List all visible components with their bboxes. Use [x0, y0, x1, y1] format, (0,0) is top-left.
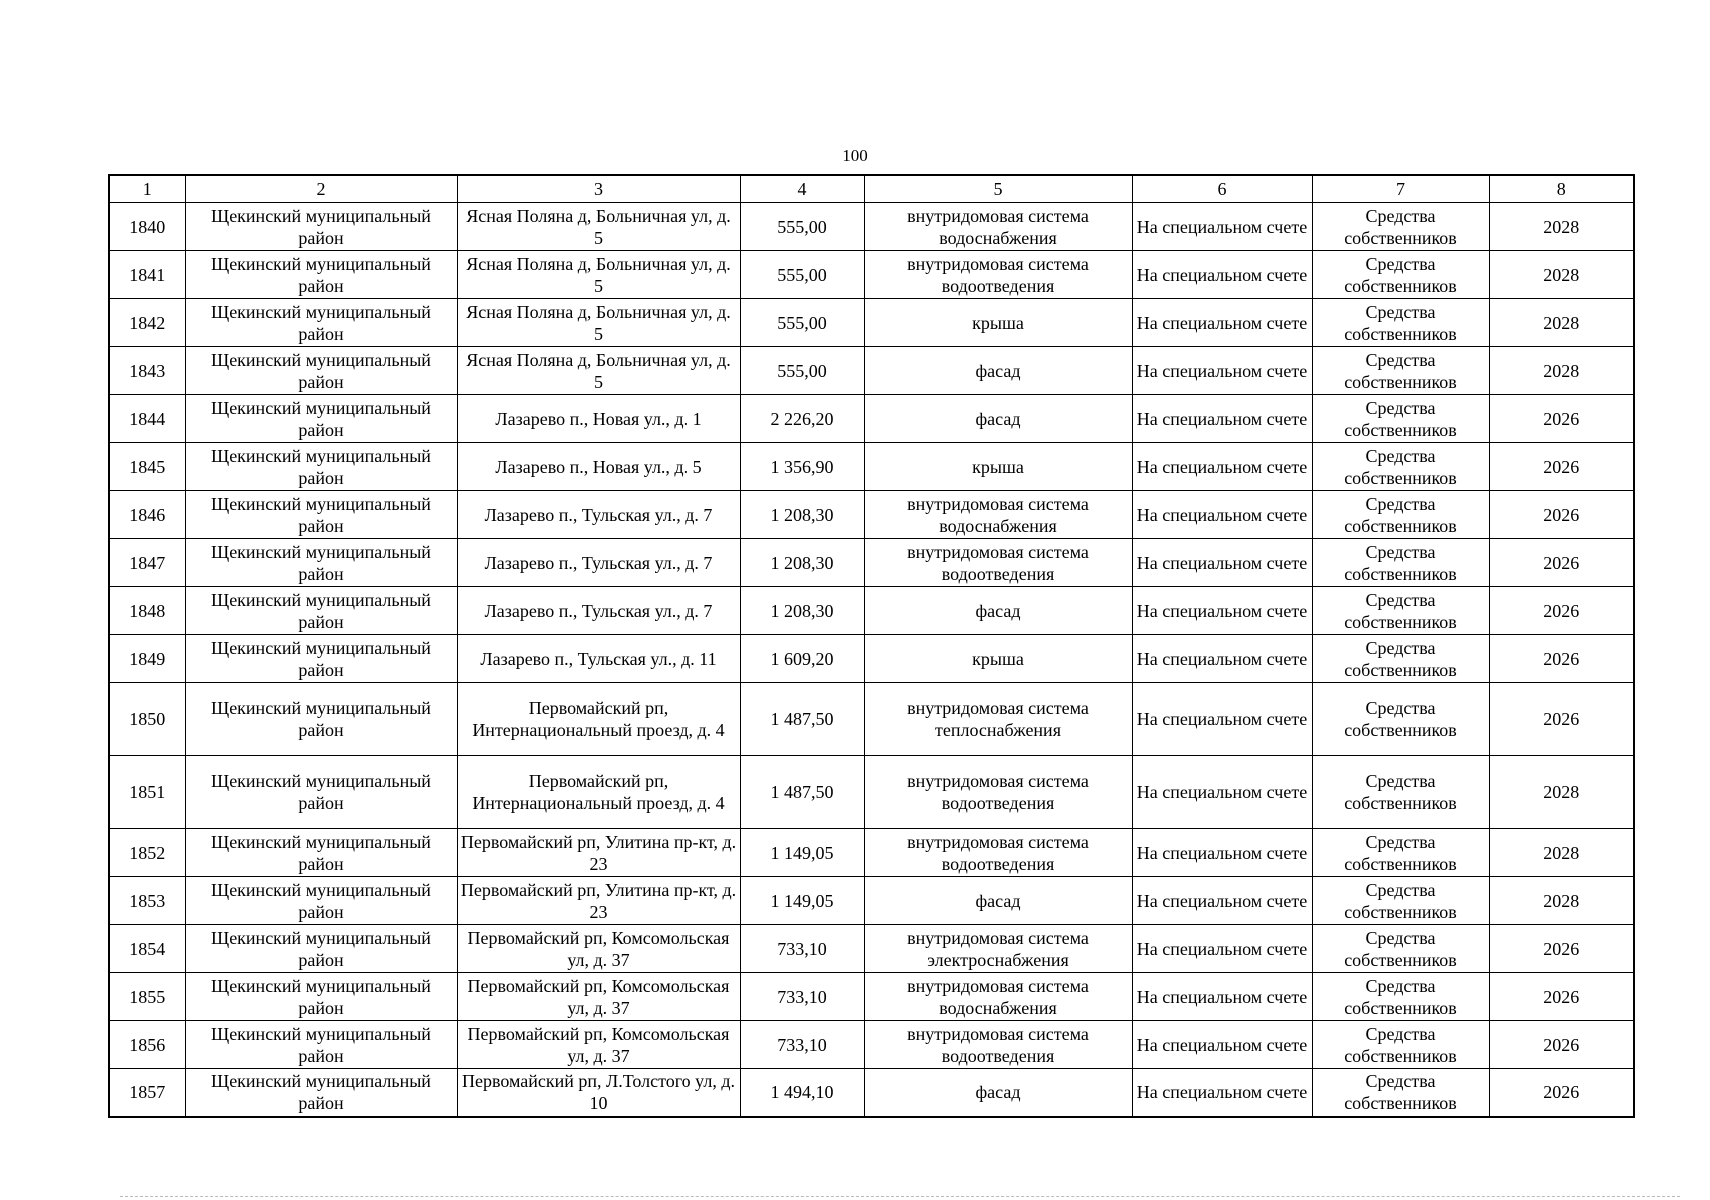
- register-table: [108, 174, 1635, 1118]
- district-cell: Щекинский муниципальный район: [185, 1069, 457, 1117]
- area-cell: 555,00: [740, 251, 864, 299]
- address-cell: Ясная Поляна д, Больничная ул, д. 5: [457, 347, 740, 395]
- row-number-cell: 1855: [109, 973, 185, 1021]
- district-cell: Щекинский муниципальный район: [185, 683, 457, 756]
- structural-element-cell: внутридомовая система электроснабжения: [864, 925, 1132, 973]
- planned-year-cell: 2028: [1489, 299, 1634, 347]
- address-cell: Ясная Поляна д, Больничная ул, д. 5: [457, 299, 740, 347]
- fund-account-cell: На специальном счете: [1132, 587, 1312, 635]
- district-cell: Щекинский муниципальный район: [185, 877, 457, 925]
- address-cell: Первомайский рп, Интернациональный проезд, д. 4: [457, 756, 740, 829]
- table-row: [109, 973, 1634, 1021]
- table-row: [109, 491, 1634, 539]
- table-row: [109, 539, 1634, 587]
- address-cell: Ясная Поляна д, Больничная ул, д. 5: [457, 251, 740, 299]
- planned-year-cell: 2028: [1489, 756, 1634, 829]
- table-body: [109, 203, 1634, 1117]
- row-number-cell: 1841: [109, 251, 185, 299]
- fund-account-cell: На специальном счете: [1132, 203, 1312, 251]
- planned-year-cell: 2026: [1489, 635, 1634, 683]
- area-cell: 733,10: [740, 973, 864, 1021]
- area-cell: 555,00: [740, 203, 864, 251]
- table-row: [109, 683, 1634, 756]
- address-cell: Первомайский рп, Улитина пр-кт, д. 23: [457, 829, 740, 877]
- column-header-4: 4: [740, 175, 864, 203]
- district-cell: Щекинский муниципальный район: [185, 973, 457, 1021]
- area-cell: 1 208,30: [740, 491, 864, 539]
- area-cell: 555,00: [740, 299, 864, 347]
- fund-account-cell: На специальном счете: [1132, 925, 1312, 973]
- funding-source-cell: Средства собственников: [1312, 925, 1489, 973]
- structural-element-cell: внутридомовая система водоснабжения: [864, 973, 1132, 1021]
- structural-element-cell: внутридомовая система водоотведения: [864, 829, 1132, 877]
- fund-account-cell: На специальном счете: [1132, 395, 1312, 443]
- table-row: [109, 587, 1634, 635]
- table-row: [109, 877, 1634, 925]
- row-number-cell: 1852: [109, 829, 185, 877]
- column-header-2: 2: [185, 175, 457, 203]
- table-row: [109, 635, 1634, 683]
- funding-source-cell: Средства собственников: [1312, 443, 1489, 491]
- planned-year-cell: 2026: [1489, 973, 1634, 1021]
- table-row: [109, 347, 1634, 395]
- address-cell: Лазарево п., Новая ул., д. 1: [457, 395, 740, 443]
- address-cell: Первомайский рп, Интернациональный проезд, д. 4: [457, 683, 740, 756]
- structural-element-cell: внутридомовая система водоотведения: [864, 539, 1132, 587]
- address-cell: Первомайский рп, Комсомольская ул, д. 37: [457, 973, 740, 1021]
- district-cell: Щекинский муниципальный район: [185, 299, 457, 347]
- address-cell: Лазарево п., Тульская ул., д. 7: [457, 491, 740, 539]
- funding-source-cell: Средства собственников: [1312, 203, 1489, 251]
- structural-element-cell: крыша: [864, 299, 1132, 347]
- area-cell: 1 208,30: [740, 539, 864, 587]
- address-cell: Лазарево п., Тульская ул., д. 7: [457, 539, 740, 587]
- funding-source-cell: Средства собственников: [1312, 299, 1489, 347]
- row-number-cell: 1851: [109, 756, 185, 829]
- page-number: 100: [842, 146, 868, 165]
- planned-year-cell: 2026: [1489, 1021, 1634, 1069]
- row-number-cell: 1847: [109, 539, 185, 587]
- funding-source-cell: Средства собственников: [1312, 829, 1489, 877]
- area-cell: 1 494,10: [740, 1069, 864, 1117]
- funding-source-cell: Средства собственников: [1312, 491, 1489, 539]
- funding-source-cell: Средства собственников: [1312, 395, 1489, 443]
- fund-account-cell: На специальном счете: [1132, 683, 1312, 756]
- fund-account-cell: На специальном счете: [1132, 635, 1312, 683]
- planned-year-cell: 2028: [1489, 877, 1634, 925]
- fund-account-cell: На специальном счете: [1132, 973, 1312, 1021]
- row-number-cell: 1840: [109, 203, 185, 251]
- district-cell: Щекинский муниципальный район: [185, 635, 457, 683]
- table-row: [109, 251, 1634, 299]
- page-bottom-rule: [120, 1196, 1680, 1198]
- structural-element-cell: внутридомовая система водоснабжения: [864, 491, 1132, 539]
- fund-account-cell: На специальном счете: [1132, 299, 1312, 347]
- district-cell: Щекинский муниципальный район: [185, 756, 457, 829]
- fund-account-cell: На специальном счете: [1132, 491, 1312, 539]
- fund-account-cell: На специальном счете: [1132, 443, 1312, 491]
- area-cell: 733,10: [740, 925, 864, 973]
- area-cell: 1 487,50: [740, 756, 864, 829]
- column-number-row: [109, 175, 1634, 203]
- fund-account-cell: На специальном счете: [1132, 829, 1312, 877]
- table-row: [109, 1069, 1634, 1117]
- funding-source-cell: Средства собственников: [1312, 587, 1489, 635]
- planned-year-cell: 2026: [1489, 1069, 1634, 1117]
- area-cell: 733,10: [740, 1021, 864, 1069]
- district-cell: Щекинский муниципальный район: [185, 251, 457, 299]
- table-row: [109, 925, 1634, 973]
- column-header-3: 3: [457, 175, 740, 203]
- funding-source-cell: Средства собственников: [1312, 347, 1489, 395]
- row-number-cell: 1845: [109, 443, 185, 491]
- row-number-cell: 1843: [109, 347, 185, 395]
- structural-element-cell: внутридомовая система водоотведения: [864, 756, 1132, 829]
- district-cell: Щекинский муниципальный район: [185, 203, 457, 251]
- planned-year-cell: 2026: [1489, 443, 1634, 491]
- table-row: [109, 1021, 1634, 1069]
- fund-account-cell: На специальном счете: [1132, 1021, 1312, 1069]
- planned-year-cell: 2028: [1489, 203, 1634, 251]
- funding-source-cell: Средства собственников: [1312, 877, 1489, 925]
- area-cell: 1 609,20: [740, 635, 864, 683]
- area-cell: 1 487,50: [740, 683, 864, 756]
- planned-year-cell: 2028: [1489, 347, 1634, 395]
- area-cell: 1 149,05: [740, 829, 864, 877]
- district-cell: Щекинский муниципальный район: [185, 587, 457, 635]
- fund-account-cell: На специальном счете: [1132, 877, 1312, 925]
- funding-source-cell: Средства собственников: [1312, 756, 1489, 829]
- fund-account-cell: На специальном счете: [1132, 1069, 1312, 1117]
- planned-year-cell: 2026: [1489, 683, 1634, 756]
- column-header-1: 1: [109, 175, 185, 203]
- address-cell: Лазарево п., Тульская ул., д. 11: [457, 635, 740, 683]
- row-number-cell: 1842: [109, 299, 185, 347]
- address-cell: Первомайский рп, Л.Толстого ул, д. 10: [457, 1069, 740, 1117]
- column-header-8: 8: [1489, 175, 1634, 203]
- district-cell: Щекинский муниципальный район: [185, 1021, 457, 1069]
- area-cell: 2 226,20: [740, 395, 864, 443]
- planned-year-cell: 2026: [1489, 925, 1634, 973]
- area-cell: 1 149,05: [740, 877, 864, 925]
- row-number-cell: 1857: [109, 1069, 185, 1117]
- structural-element-cell: фасад: [864, 1069, 1132, 1117]
- structural-element-cell: крыша: [864, 635, 1132, 683]
- table-row: [109, 829, 1634, 877]
- row-number-cell: 1849: [109, 635, 185, 683]
- structural-element-cell: внутридомовая система водоотведения: [864, 251, 1132, 299]
- funding-source-cell: Средства собственников: [1312, 539, 1489, 587]
- area-cell: 1 356,90: [740, 443, 864, 491]
- column-header-7: 7: [1312, 175, 1489, 203]
- address-cell: Лазарево п., Тульская ул., д. 7: [457, 587, 740, 635]
- planned-year-cell: 2026: [1489, 395, 1634, 443]
- table-row: [109, 443, 1634, 491]
- district-cell: Щекинский муниципальный район: [185, 443, 457, 491]
- column-header-6: 6: [1132, 175, 1312, 203]
- table-row: [109, 756, 1634, 829]
- area-cell: 555,00: [740, 347, 864, 395]
- structural-element-cell: фасад: [864, 587, 1132, 635]
- address-cell: Первомайский рп, Комсомольская ул, д. 37: [457, 1021, 740, 1069]
- address-cell: Первомайский рп, Улитина пр-кт, д. 23: [457, 877, 740, 925]
- address-cell: Лазарево п., Новая ул., д. 5: [457, 443, 740, 491]
- district-cell: Щекинский муниципальный район: [185, 925, 457, 973]
- structural-element-cell: крыша: [864, 443, 1132, 491]
- district-cell: Щекинский муниципальный район: [185, 539, 457, 587]
- table-row: [109, 203, 1634, 251]
- fund-account-cell: На специальном счете: [1132, 539, 1312, 587]
- district-cell: Щекинский муниципальный район: [185, 829, 457, 877]
- address-cell: Первомайский рп, Комсомольская ул, д. 37: [457, 925, 740, 973]
- row-number-cell: 1854: [109, 925, 185, 973]
- planned-year-cell: 2026: [1489, 539, 1634, 587]
- funding-source-cell: Средства собственников: [1312, 251, 1489, 299]
- structural-element-cell: фасад: [864, 877, 1132, 925]
- funding-source-cell: Средства собственников: [1312, 683, 1489, 756]
- structural-element-cell: внутридомовая система водоотведения: [864, 1021, 1132, 1069]
- fund-account-cell: На специальном счете: [1132, 756, 1312, 829]
- row-number-cell: 1853: [109, 877, 185, 925]
- row-number-cell: 1846: [109, 491, 185, 539]
- fund-account-cell: На специальном счете: [1132, 251, 1312, 299]
- planned-year-cell: 2028: [1489, 251, 1634, 299]
- district-cell: Щекинский муниципальный район: [185, 491, 457, 539]
- structural-element-cell: фасад: [864, 395, 1132, 443]
- funding-source-cell: Средства собственников: [1312, 635, 1489, 683]
- planned-year-cell: 2028: [1489, 829, 1634, 877]
- structural-element-cell: внутридомовая система теплоснабжения: [864, 683, 1132, 756]
- funding-source-cell: Средства собственников: [1312, 973, 1489, 1021]
- row-number-cell: 1856: [109, 1021, 185, 1069]
- structural-element-cell: внутридомовая система водоснабжения: [864, 203, 1132, 251]
- row-number-cell: 1844: [109, 395, 185, 443]
- district-cell: Щекинский муниципальный район: [185, 347, 457, 395]
- row-number-cell: 1850: [109, 683, 185, 756]
- planned-year-cell: 2026: [1489, 587, 1634, 635]
- area-cell: 1 208,30: [740, 587, 864, 635]
- table-row: [109, 395, 1634, 443]
- district-cell: Щекинский муниципальный район: [185, 395, 457, 443]
- table-row: [109, 299, 1634, 347]
- column-header-5: 5: [864, 175, 1132, 203]
- row-number-cell: 1848: [109, 587, 185, 635]
- address-cell: Ясная Поляна д, Больничная ул, д. 5: [457, 203, 740, 251]
- fund-account-cell: На специальном счете: [1132, 347, 1312, 395]
- funding-source-cell: Средства собственников: [1312, 1021, 1489, 1069]
- planned-year-cell: 2026: [1489, 491, 1634, 539]
- structural-element-cell: фасад: [864, 347, 1132, 395]
- funding-source-cell: Средства собственников: [1312, 1069, 1489, 1117]
